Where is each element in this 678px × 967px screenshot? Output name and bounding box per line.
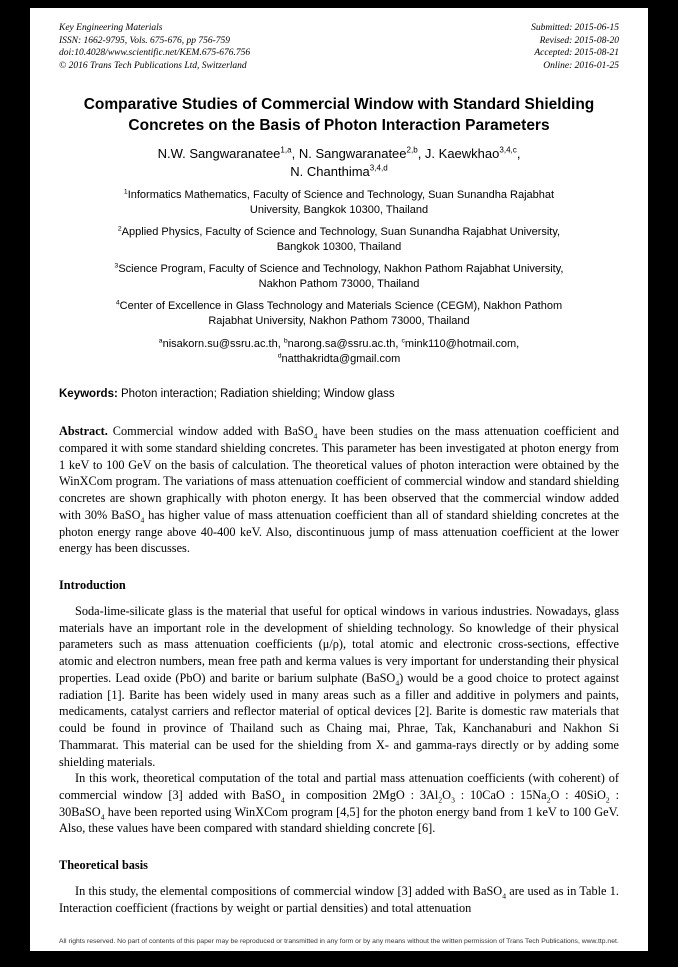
affiliation-3: $^3$Science Program, Faculty of Science and Technology, Nakhon Pathom Rajabhat University, Nakhon Pathom 73000, Thailand	[114, 262, 564, 290]
keywords-text: Photon interaction; Radiation shielding; Window glass	[117, 388, 395, 401]
journal-doi: doi:10.4028/www.scientific.net/KEM.675-676.756	[59, 48, 251, 59]
paper-page	[30, 8, 648, 951]
journal-info	[59, 22, 250, 72]
abstract-label: Abstract.	[59, 424, 108, 439]
author-emails	[105, 337, 573, 366]
date-submitted: Submitted: 2015-06-15	[531, 23, 619, 33]
keywords-line	[59, 388, 619, 400]
paper-title: Comparative Studies of Commercial Window with Standard Shielding Concretes on the Basis of Photon Interaction Parameters	[83, 96, 595, 134]
theoretical-basis-paragraph-1: In this study, the elemental compositions of commercial window [3] added with BaSO$_4$ are used as in Table 1. Interaction coefficient (fractions by weight or partial densities) and total attenuation	[59, 884, 619, 915]
abstract	[59, 423, 619, 557]
authors-line-2: N. Chanthima$^{3,4,d}$	[290, 163, 388, 179]
emails-line-2: $^d$natthakridta@gmail.com	[277, 352, 401, 365]
date-revised: Revised: 2015-08-20	[539, 35, 619, 46]
submission-dates	[531, 22, 619, 72]
affiliation-2: $^2$Applied Physics, Faculty of Science and Technology, Suan Sunandha Rajabhat University, Bangkok 10300, Thailand	[117, 225, 561, 253]
authors	[59, 145, 619, 180]
date-accepted: Accepted: 2015-08-21	[534, 48, 619, 59]
rights-footer: All rights reserved. No part of contents of this paper may be reproduced or transmitted in any form or by any means without the written permission of Trans Tech Publications, www.ttp.net.	[59, 937, 619, 945]
introduction-paragraph-1: Soda-lime-silicate glass is the material that useful for optical windows in various industries. Nowadays, glass materials have an important role in the development of shielding technology. So knowledge of their physical parameters such as mass attenuation coefficients (μ/ρ), total atomic and electronic cross-sections, effective atomic and electron numbers, mean free path and kerma values is very important for understanding their physical properties. Lead oxide (PbO) and barite or barium sulphate (BaSO$_4$) would be a good choice to protect against radiation [1]. Barite has been widely used in many areas such as a filler and additive in polymers and paints, medicaments, catalyst carriers and reflector material of optical devices [2]. Barite is domestic raw materials that could be found in province of Thailand such as Chaing mai, Phrae, Tak, Kanchanaburi and Nakhon Si Thammarat. This material can be used for the shielding from X- and gamma-rays directly or by adding some shielding materials.	[59, 604, 620, 769]
journal-header	[59, 22, 619, 72]
journal-name: Key Engineering Materials	[59, 23, 163, 33]
section-heading-introduction: Introduction	[59, 578, 126, 593]
keywords-label: Keywords:	[59, 388, 118, 401]
journal-issn: ISSN: 1662-9795, Vols. 675-676, pp 756-759	[59, 35, 230, 46]
introduction-paragraph-2: In this work, theoretical computation of the total and partial mass attenuation coefficients (with coherent) of commercial window [3] added with BaSO$_4$ in composition 2MgO : $3Al_2O_3$ : 10CaO : $15Na_2O$ : 40SiO$_2$ : 30BaSO$_4$ have been reported using WinXCom program [4,5] for the photon energy band from 1 keV to 100 GeV. Also, these values have been compared with standard shielding concrete [6].	[59, 771, 619, 836]
emails-line-1: $^a$nisakorn.su@ssru.ac.th, $^b$narong.sa@ssru.ac.th, $^c$mink110@hotmail.com,	[158, 337, 520, 351]
affiliation-1: $^1$Informatics Mathematics, Faculty of Science and Technology, Suan Sunandha Rajabhat University, Bangkok 10300, Thailand	[123, 188, 555, 216]
journal-copyright: © 2016 Trans Tech Publications Ltd, Switzerland	[59, 60, 247, 71]
section-heading-theoretical-basis: Theoretical basis	[59, 858, 148, 873]
abstract-text: Commercial window added with BaSO$_4$ have been studies on the mass attenuation coefficient and compared it with some standard shielding concretes. This parameter has been investigated at photon energy from 1 keV to 100 GeV on the basis of calculation. The theoretical values of photon interaction were obtained by the WinXCom program. The variations of mass attenuation coefficient of commercial window and standard shielding concretes are shown graphically with photon energy. It has been observed that the commercial window added with 30% BaSO$_4$ has higher value of mass attenuation coefficient than all of standard shielding concretes at the photon energy range above 40-400 keV. Also, discontinuous jump of mass attenuation coefficient at the lower energy has been discusses.	[59, 424, 620, 556]
date-online: Online: 2016-01-25	[543, 60, 619, 71]
authors-line-1: N.W. Sangwaranatee$^{1,a}$, N. Sangwaranatee$^{2,b}$, J. Kaewkhao$^{3,4,c}$,	[157, 145, 521, 162]
affiliation-4: $^4$Center of Excellence in Glass Technology and Materials Science (CEGM), Nakhon Pathom Rajabhat University, Nakhon Pathom 73000, Thailand	[115, 299, 563, 327]
